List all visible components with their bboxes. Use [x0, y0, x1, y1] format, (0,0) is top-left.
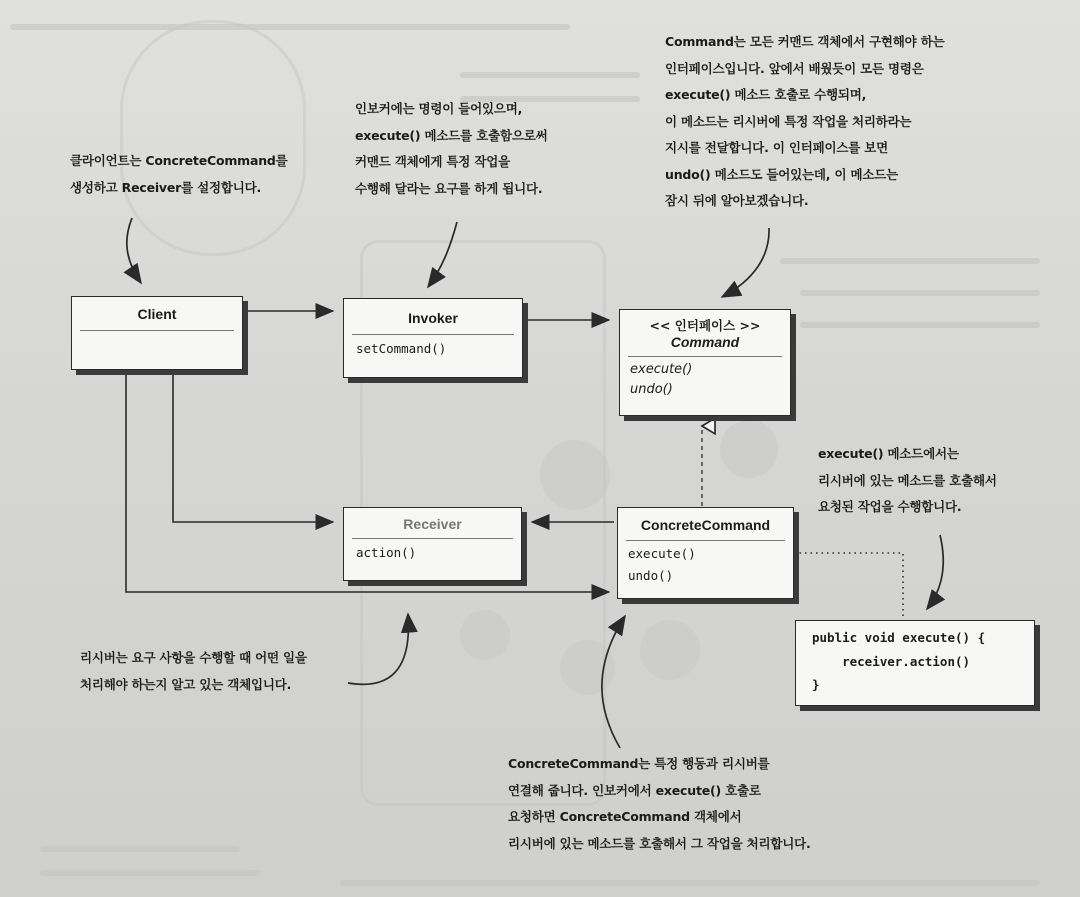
code-line-1: public void execute() {: [812, 630, 986, 645]
annotation-line: 요청하면 ConcreteCommand 객체에서: [508, 809, 742, 824]
invoker-annotation: [355, 96, 547, 202]
receiver-annotation: [80, 645, 307, 698]
execute-note-arrow: [927, 535, 943, 609]
annotation-line: 잠시 뒤에 알아보겠습니다.: [665, 193, 809, 208]
invoker-note-arrow: [428, 222, 457, 287]
receiver-note-arrow: [348, 614, 408, 684]
annotation-line: 처리해야 하는지 알고 있는 객체입니다.: [80, 676, 292, 692]
annotation-line: Command는 모든 커맨드 객체에서 구현해야 하는: [665, 34, 945, 49]
annotation-line: ConcreteCommand는 특정 행동과 리시버를: [508, 756, 770, 771]
annotation-line: 생성하고 Receiver를 설정합니다.: [70, 179, 262, 195]
annotation-line: 요청된 작업을 수행합니다.: [818, 499, 962, 514]
concretecommand-class-box: [617, 507, 794, 599]
command-stereotype: << 인터페이스 >>: [649, 318, 761, 333]
command-method-execute: execute(): [630, 362, 693, 377]
annotation-line: 커맨드 객체에게 특정 작업을: [355, 154, 510, 169]
client-note-arrow: [127, 218, 141, 283]
annotation-line: 리시버는 요구 사항을 수행할 때 어떤 일을: [80, 650, 307, 665]
annotation-line: 리시버에 있는 메소드를 호출해서 그 작업을 처리합니다.: [508, 835, 811, 851]
annotation-line: 수행해 달라는 요구를 하게 됩니다.: [355, 180, 543, 196]
class-divider: [626, 540, 785, 541]
class-divider: [352, 334, 514, 335]
annotation-line: 클라이언트는 ConcreteCommand를: [70, 153, 288, 168]
annotation-line: 리시버에 있는 메소드를 호출해서: [818, 472, 997, 488]
annotation-line: 인보커에는 명령이 들어있으며,: [355, 101, 523, 116]
receiver-class-title: Receiver: [403, 516, 462, 532]
invoker-class-title: Invoker: [408, 310, 458, 326]
code-line-3: }: [812, 677, 820, 692]
class-divider: [628, 356, 782, 357]
execute-code-box: [795, 620, 1035, 706]
invoker-method-setcommand: setCommand(): [356, 341, 447, 356]
command-note-arrow: [722, 228, 769, 297]
annotation-line: execute() 메소드 호출로 수행되며,: [665, 87, 867, 102]
annotation-line: execute() 메소드에서는: [818, 446, 959, 461]
receiver-method-action: action(): [356, 545, 417, 560]
receiver-class-box: [343, 507, 522, 581]
client-class-title: Client: [137, 306, 177, 322]
client-annotation: [70, 148, 288, 201]
annotation-line: 연결해 줍니다. 인보커에서 execute() 호출로: [508, 782, 761, 798]
command-annotation: [665, 29, 944, 215]
code-line-2: receiver.action(): [812, 654, 971, 669]
execute-annotation: [818, 441, 997, 521]
annotation-line: 이 메소드는 리시버에 특정 작업을 처리하라는: [665, 113, 912, 129]
class-divider: [352, 538, 513, 539]
concretecommand-class-title: ConcreteCommand: [640, 517, 771, 533]
annotation-line: execute() 메소드를 호출함으로써: [355, 127, 548, 143]
annotation-line: 지시를 전달합니다. 이 인터페이스를 보면: [665, 140, 889, 155]
command-method-undo: undo(): [630, 382, 673, 397]
annotation-line: 인터페이스입니다. 앞에서 배웠듯이 모든 명령은: [665, 60, 924, 76]
concretecommand-annotation: [508, 751, 811, 857]
class-divider: [80, 330, 234, 331]
concretecommand-method-execute: execute(): [628, 546, 696, 561]
annotation-line: undo() 메소드도 들어있는데, 이 메소드는: [665, 166, 898, 182]
command-interface-title: Command: [670, 334, 740, 350]
invoker-class-box: [343, 298, 523, 378]
concretecommand-note-arrow: [602, 616, 625, 748]
client-to-receiver-line: [173, 371, 333, 522]
concretecommand-method-undo: undo(): [628, 568, 674, 583]
command-interface-box: [619, 309, 791, 416]
client-class-box: [71, 296, 243, 370]
